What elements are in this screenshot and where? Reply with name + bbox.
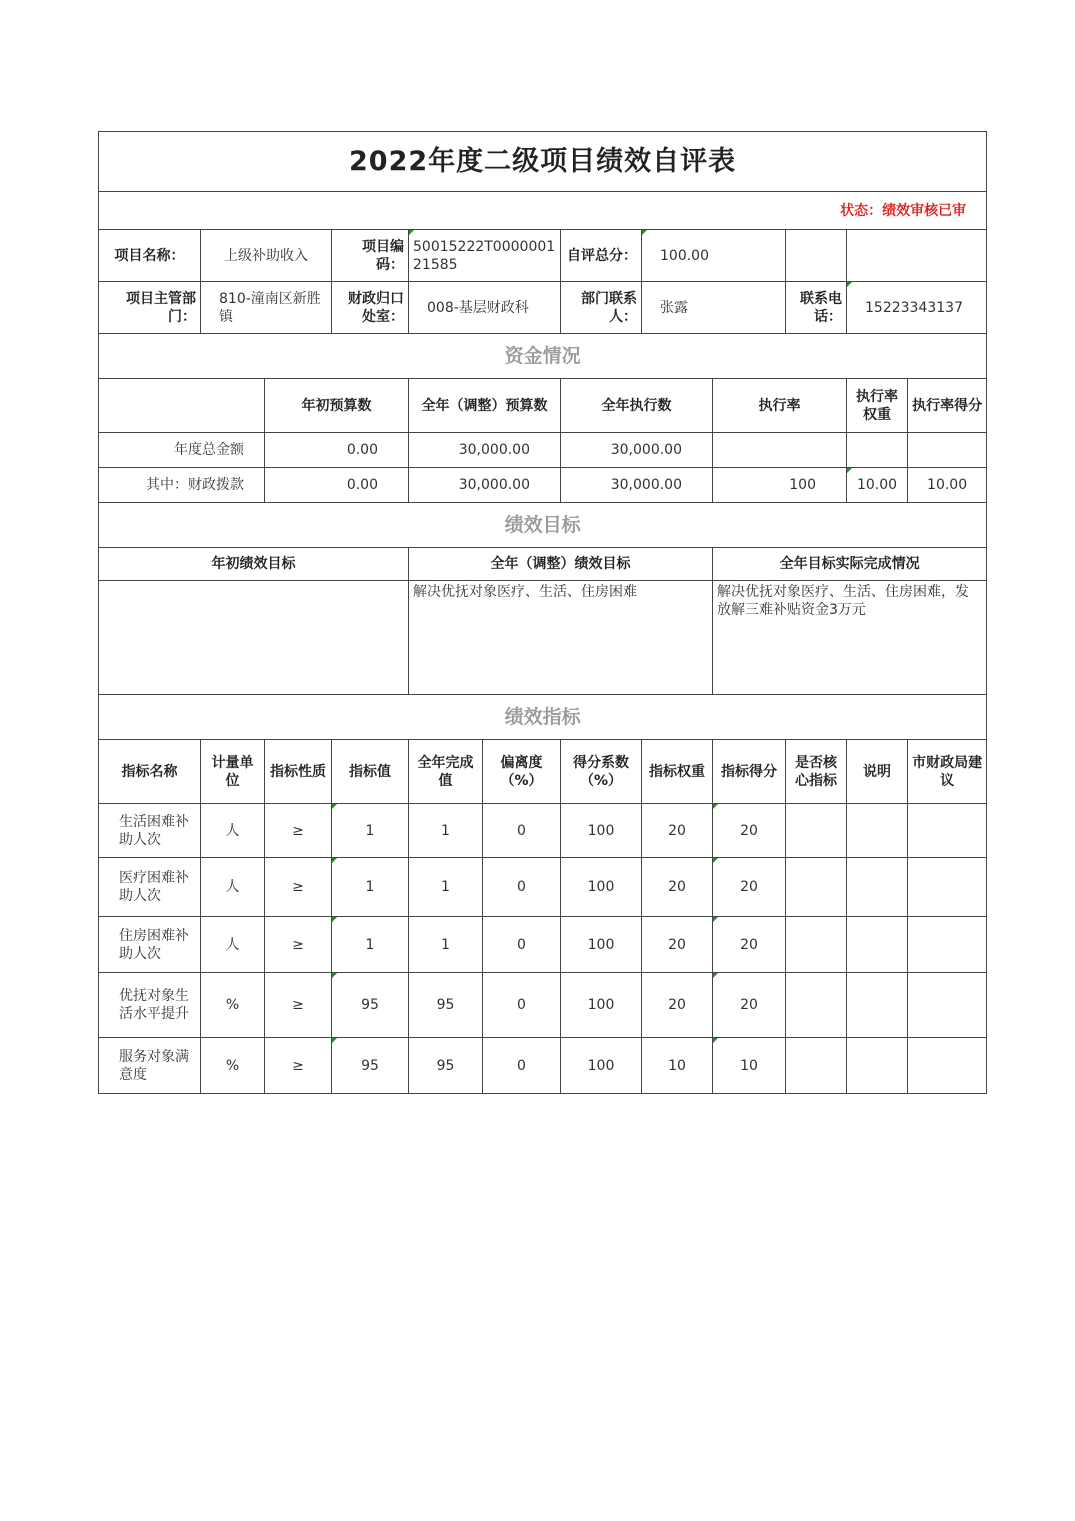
ind-name: 优抚对象生活水平提升	[99, 973, 201, 1038]
table-row	[99, 917, 987, 973]
dept-value: 810-潼南区新胜镇	[201, 282, 332, 334]
ind-weight: 20	[642, 804, 713, 858]
ind-deviation: 0	[483, 973, 561, 1038]
finance-label: 财政归口处室：	[332, 282, 409, 334]
ind-name: 生活困难补助人次	[99, 804, 201, 858]
ind-header-target: 指标值	[332, 740, 409, 804]
funds-header-adjusted: 全年（调整）预算数	[409, 379, 561, 433]
project-code-value: 50015222T000000121585	[409, 230, 561, 282]
ind-unit: 人	[201, 804, 265, 858]
goal-initial	[99, 581, 409, 695]
ind-core	[786, 973, 847, 1038]
evaluation-table	[98, 131, 987, 1094]
project-name-label: 项目名称：	[99, 230, 201, 282]
self-score-label: 自评总分：	[561, 230, 642, 282]
funds-row-adjusted: 30,000.00	[409, 433, 561, 468]
table-row	[99, 973, 987, 1038]
ind-deviation: 0	[483, 917, 561, 973]
ind-done: 95	[409, 1038, 483, 1094]
funds-row-rate: 100	[713, 468, 847, 503]
ind-weight: 20	[642, 973, 713, 1038]
ind-header-score: 指标得分	[713, 740, 786, 804]
ind-target: 1	[332, 858, 409, 917]
funds-row-score: 10.00	[908, 468, 987, 503]
ind-header-weight: 指标权重	[642, 740, 713, 804]
goals-header-actual: 全年目标实际完成情况	[713, 548, 987, 581]
finance-value: 008-基层财政科	[409, 282, 561, 334]
ind-note	[847, 858, 908, 917]
project-name-value: 上级补助收入	[201, 230, 332, 282]
ind-core	[786, 858, 847, 917]
ind-core	[786, 804, 847, 858]
ind-header-name: 指标名称	[99, 740, 201, 804]
funds-row-score	[908, 433, 987, 468]
ind-nature: ≥	[265, 858, 332, 917]
ind-name: 服务对象满意度	[99, 1038, 201, 1094]
ind-done: 1	[409, 917, 483, 973]
ind-deviation: 0	[483, 804, 561, 858]
ind-score: 20	[713, 804, 786, 858]
ind-weight: 10	[642, 1038, 713, 1094]
ind-header-coef: 得分系数（%）	[561, 740, 642, 804]
funds-section-title: 资金情况	[99, 334, 987, 379]
ind-nature: ≥	[265, 917, 332, 973]
funds-row-weight: 10.00	[847, 468, 908, 503]
ind-advice	[908, 804, 987, 858]
funds-row-budget: 0.00	[265, 433, 409, 468]
ind-unit: 人	[201, 917, 265, 973]
evaluation-sheet	[98, 131, 986, 1094]
ind-note	[847, 917, 908, 973]
ind-done: 95	[409, 973, 483, 1038]
funds-row-name: 年度总金额	[99, 433, 265, 468]
ind-score: 10	[713, 1038, 786, 1094]
ind-target: 95	[332, 1038, 409, 1094]
ind-unit: %	[201, 973, 265, 1038]
ind-core	[786, 917, 847, 973]
ind-deviation: 0	[483, 858, 561, 917]
ind-advice	[908, 917, 987, 973]
phone-value: 15223343137	[847, 282, 987, 334]
ind-advice	[908, 973, 987, 1038]
ind-coef: 100	[561, 858, 642, 917]
ind-nature: ≥	[265, 973, 332, 1038]
ind-name: 医疗困难补助人次	[99, 858, 201, 917]
status-badge: 状态：绩效审核已审	[99, 192, 987, 230]
funds-header-blank	[99, 379, 265, 433]
phone-label: 联系电话：	[786, 282, 847, 334]
ind-coef: 100	[561, 1038, 642, 1094]
funds-row-executed: 30,000.00	[561, 433, 713, 468]
table-row	[99, 804, 987, 858]
ind-advice	[908, 1038, 987, 1094]
funds-header-score: 执行率得分	[908, 379, 987, 433]
ind-coef: 100	[561, 917, 642, 973]
ind-score: 20	[713, 917, 786, 973]
dept-label: 项目主管部门：	[99, 282, 201, 334]
ind-done: 1	[409, 804, 483, 858]
funds-header-rate: 执行率	[713, 379, 847, 433]
ind-header-core: 是否核心指标	[786, 740, 847, 804]
ind-header-deviation: 偏离度（%）	[483, 740, 561, 804]
empty-cell	[847, 230, 987, 282]
ind-note	[847, 1038, 908, 1094]
ind-advice	[908, 858, 987, 917]
contact-label: 部门联系人：	[561, 282, 642, 334]
goals-header-initial: 年初绩效目标	[99, 548, 409, 581]
funds-row-weight	[847, 433, 908, 468]
ind-score: 20	[713, 973, 786, 1038]
ind-nature: ≥	[265, 1038, 332, 1094]
ind-done: 1	[409, 858, 483, 917]
page-title: 2022年度二级项目绩效自评表	[99, 132, 987, 192]
ind-header-advice: 市财政局建议	[908, 740, 987, 804]
ind-deviation: 0	[483, 1038, 561, 1094]
ind-note	[847, 804, 908, 858]
funds-header-executed: 全年执行数	[561, 379, 713, 433]
ind-coef: 100	[561, 804, 642, 858]
ind-weight: 20	[642, 858, 713, 917]
ind-target: 1	[332, 804, 409, 858]
table-row	[99, 1038, 987, 1094]
self-score-value: 100.00	[642, 230, 786, 282]
funds-header-weight: 执行率权重	[847, 379, 908, 433]
ind-nature: ≥	[265, 804, 332, 858]
goals-section-title: 绩效目标	[99, 503, 987, 548]
ind-score: 20	[713, 858, 786, 917]
ind-header-note: 说明	[847, 740, 908, 804]
ind-weight: 20	[642, 917, 713, 973]
project-code-label: 项目编码：	[332, 230, 409, 282]
table-row	[99, 433, 987, 468]
funds-row-name: 其中：财政拨款	[99, 468, 265, 503]
ind-note	[847, 973, 908, 1038]
funds-row-rate	[713, 433, 847, 468]
funds-row-budget: 0.00	[265, 468, 409, 503]
ind-name: 住房困难补助人次	[99, 917, 201, 973]
funds-row-adjusted: 30,000.00	[409, 468, 561, 503]
empty-cell	[786, 230, 847, 282]
ind-header-nature: 指标性质	[265, 740, 332, 804]
funds-row-executed: 30,000.00	[561, 468, 713, 503]
ind-header-unit: 计量单位	[201, 740, 265, 804]
ind-unit: 人	[201, 858, 265, 917]
ind-unit: %	[201, 1038, 265, 1094]
goal-actual: 解决优抚对象医疗、生活、住房困难，发放解三难补贴资金3万元	[713, 581, 987, 695]
ind-target: 95	[332, 973, 409, 1038]
contact-value: 张露	[642, 282, 786, 334]
table-row	[99, 468, 987, 503]
ind-coef: 100	[561, 973, 642, 1038]
ind-header-done: 全年完成值	[409, 740, 483, 804]
indicators-section-title: 绩效指标	[99, 695, 987, 740]
ind-target: 1	[332, 917, 409, 973]
ind-core	[786, 1038, 847, 1094]
funds-header-budget: 年初预算数	[265, 379, 409, 433]
goals-header-adjusted: 全年（调整）绩效目标	[409, 548, 713, 581]
table-row	[99, 858, 987, 917]
goal-adjusted: 解决优抚对象医疗、生活、住房困难	[409, 581, 713, 695]
